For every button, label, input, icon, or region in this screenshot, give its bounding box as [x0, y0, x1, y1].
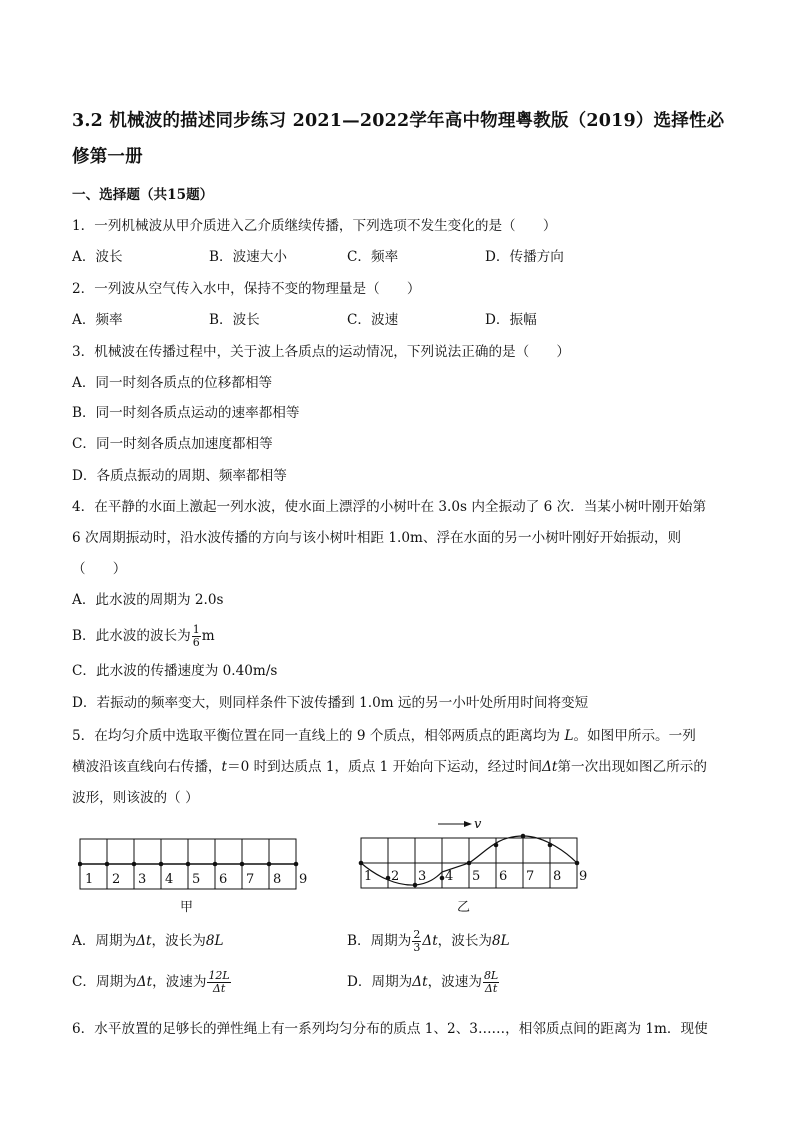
- point-label: 4: [445, 869, 454, 884]
- fraction-numerator: 2: [413, 928, 421, 941]
- question-5-stem-line-2: [72, 758, 707, 776]
- point-label: 1: [85, 872, 94, 887]
- point-label: 8: [273, 872, 282, 887]
- point-label: 2: [112, 872, 121, 887]
- question-3-option-b: B．同一时刻各质点运动的速率都相等: [72, 405, 300, 421]
- particle-dot: [294, 862, 299, 867]
- particle-dot: [105, 862, 110, 867]
- question-2-stem: 2．一列波从空气传入水中，保持不变的物理量是（ ）: [72, 281, 421, 297]
- fraction-denominator: 3: [413, 941, 421, 954]
- symbol-t: t: [221, 759, 227, 775]
- particle-dot: [494, 843, 499, 848]
- symbol-delta-t: Δt: [412, 974, 428, 990]
- stem-text: 。如图甲所示。一列: [573, 728, 696, 744]
- particle-dot: [78, 862, 82, 867]
- velocity-label: v: [474, 817, 482, 832]
- stem-text: 横波沿该直线向右传播，: [72, 759, 222, 775]
- section-heading: 一、选择题（共15题）: [72, 187, 214, 203]
- question-5-stem-line-1: [72, 727, 696, 745]
- question-3-option-d: D．各质点振动的周期、频率都相等: [72, 468, 287, 484]
- question-1-stem: 1．一列机械波从甲介质进入乙介质继续传播，下列选项不发生变化的是（ ）: [72, 218, 557, 234]
- question-4-stem-line-1: 4．在平静的水面上激起一列水波，使水面上漂浮的小树叶在 3.0s 内全振动了 6 次．当某小树叶刚开始第: [72, 499, 707, 515]
- fraction: [192, 624, 201, 649]
- question-4-stem-line-2: 6 次周期振动时，沿水波传播的方向与该小树叶相距 1.0m、浮在水面的另一小树叶刚好开始振动，则: [72, 530, 682, 546]
- fraction-denominator: Δt: [212, 982, 226, 995]
- particle-dot: [548, 843, 553, 848]
- particle-dot: [240, 862, 245, 867]
- question-3-option-a: A．同一时刻各质点的位移都相等: [72, 375, 273, 391]
- particle-dot: [413, 883, 418, 888]
- figure-yi: [356, 814, 592, 914]
- particle-dot: [440, 876, 445, 881]
- question-6-stem-line-1: 6．水平放置的足够长的弹性绳上有一系列均匀分布的质点 1、2、3……，相邻质点间的距离为 1m．现使: [72, 1021, 708, 1037]
- fraction-numerator: 1: [192, 623, 200, 636]
- stem-text: 第一次出现如图乙所示的: [557, 759, 707, 775]
- question-5-option-b: [347, 929, 510, 954]
- question-5-option-d: [347, 970, 500, 995]
- fraction-denominator: 6: [192, 636, 200, 649]
- fraction-numerator: 12L: [208, 969, 230, 982]
- fraction-numerator: 8L: [483, 969, 499, 982]
- point-label: 5: [192, 872, 201, 887]
- option-text: ，波长为: [151, 933, 206, 949]
- option-text: ，波长为: [437, 933, 493, 949]
- symbol-8L: 8L: [205, 933, 224, 949]
- point-label: 5: [472, 869, 481, 884]
- question-3-option-c: C．同一时刻各质点加速度都相等: [72, 436, 273, 452]
- particle-dot: [575, 861, 580, 866]
- point-label: 9: [579, 869, 588, 884]
- unit: m: [201, 628, 215, 644]
- option-b-text: B．此水波的波长为: [72, 628, 191, 644]
- question-1-option-a: A．波长: [72, 249, 123, 265]
- question-4-option-d: D．若振动的频率变大，则同样条件下波传播到 1.0m 远的另一小叶处所用时间将变短: [72, 695, 589, 711]
- question-1-option-d: D．传播方向: [485, 249, 564, 265]
- point-label: 4: [165, 872, 174, 887]
- point-label: 6: [219, 872, 228, 887]
- question-1-option-b: B．波速大小: [209, 249, 287, 265]
- figure-label-yi: 乙: [457, 900, 471, 914]
- particle-dot: [521, 834, 526, 839]
- option-text: ，波速为: [427, 974, 482, 990]
- point-label: 9: [299, 872, 308, 887]
- fraction: [207, 970, 230, 995]
- stem-text: 5．在均匀介质中选取平衡位置在同一直线上的 9 个质点，相邻两质点的距离均为: [72, 728, 561, 744]
- point-label: 2: [391, 869, 400, 884]
- question-4-option-c: C．此水波的传播速度为 0.40m/s: [72, 663, 278, 679]
- question-3-stem: 3．机械波在传播过程中，关于波上各质点的运动情况，下列说法正确的是（ ）: [72, 344, 571, 360]
- question-2-option-a: A．频率: [72, 312, 123, 328]
- fraction: [483, 970, 499, 995]
- particle-dot: [159, 862, 164, 867]
- question-5-option-c: [72, 970, 232, 995]
- option-text: A．周期为: [72, 933, 137, 949]
- symbol-delta-t: Δt: [542, 759, 558, 775]
- question-2-option-d: D．振幅: [485, 312, 537, 328]
- question-4-option-b: [72, 624, 215, 649]
- particle-dot: [359, 861, 364, 866]
- fraction-denominator: Δt: [484, 982, 498, 995]
- symbol-delta-t: Δt: [136, 974, 153, 990]
- figure-label-jia: 甲: [180, 900, 194, 915]
- particle-dot: [467, 861, 472, 866]
- particle-dot: [186, 862, 191, 867]
- option-text: D．周期为: [347, 974, 413, 990]
- symbol-delta-t: Δt: [422, 933, 438, 949]
- stem-text: ＝0 时到达质点 1，质点 1 开始向下运动，经过时间: [227, 759, 543, 775]
- option-text: B．周期为: [347, 933, 412, 949]
- point-label: 3: [138, 872, 147, 887]
- particle-dot: [213, 862, 218, 867]
- question-2-option-b: B．波长: [209, 312, 260, 328]
- question-5-option-a: [72, 932, 224, 950]
- point-label: 7: [246, 872, 255, 887]
- question-4-option-a: A．此水波的周期为 2.0s: [72, 592, 224, 608]
- page-title: 3.2 机械波的描述同步练习 2021—2022学年高中物理粤教版（2019）选择性必修第一册: [72, 111, 725, 167]
- figure-jia: [78, 836, 308, 916]
- question-4-stem-line-3: （ ）: [72, 561, 127, 577]
- option-text: C．周期为: [72, 974, 137, 990]
- particle-dot: [386, 876, 391, 881]
- fraction: [412, 929, 421, 954]
- question-2-option-c: C．波速: [347, 312, 399, 328]
- point-label: 7: [526, 869, 535, 884]
- symbol-L: L: [564, 728, 574, 744]
- question-1-option-c: C．频率: [347, 249, 399, 265]
- question-5-stem-line-3: 波形，则该波的（ ）: [72, 790, 199, 806]
- symbol-delta-t: Δt: [136, 933, 152, 949]
- point-label: 8: [553, 869, 562, 884]
- point-label: 3: [418, 869, 427, 884]
- symbol-8L: 8L: [492, 933, 510, 949]
- point-label: 6: [499, 869, 508, 884]
- option-text: ，波速为: [152, 974, 207, 990]
- point-label: 1: [364, 869, 373, 884]
- particle-dot: [267, 862, 272, 867]
- particle-dot: [132, 862, 137, 867]
